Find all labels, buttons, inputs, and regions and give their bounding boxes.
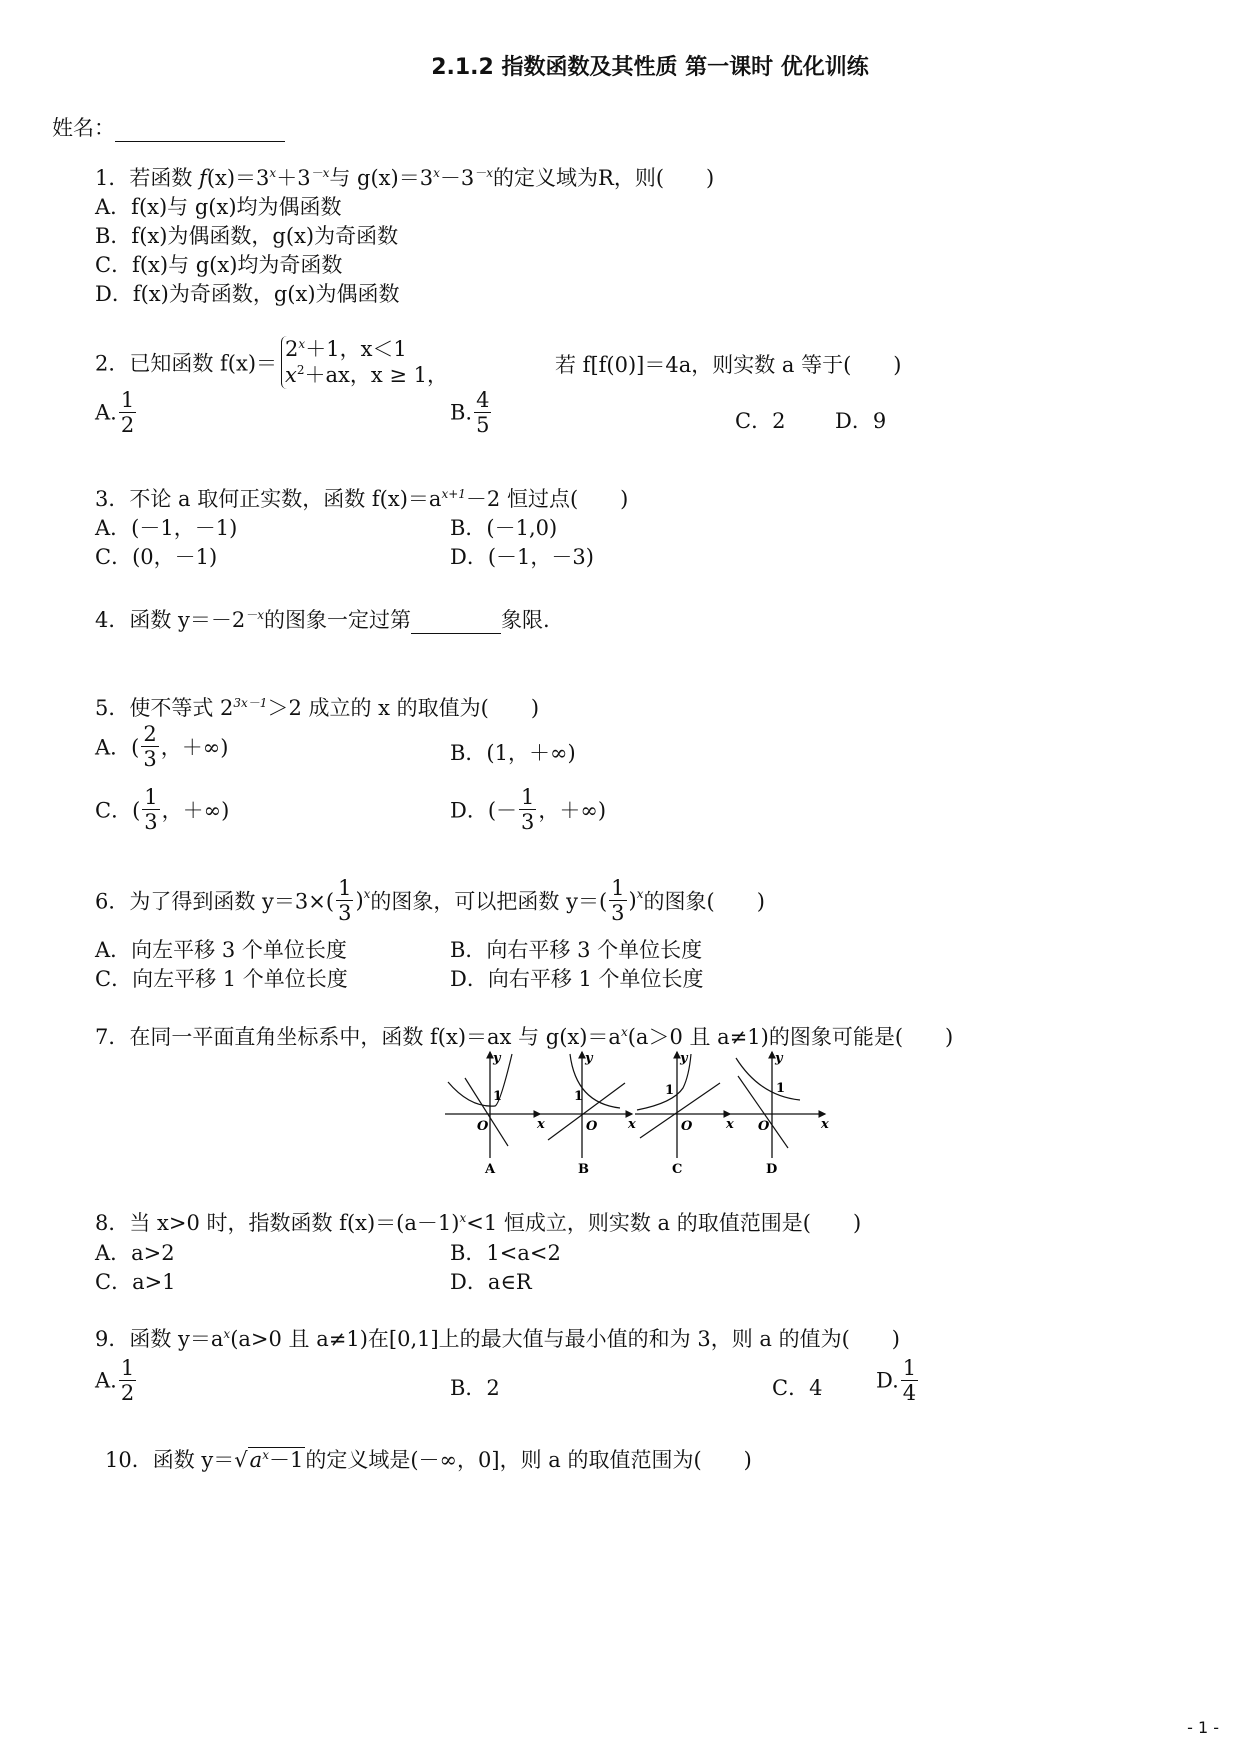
q2-optB-frac [474, 388, 491, 437]
q8-option-d: D．a∈R [450, 1270, 532, 1294]
q3-sup: x+1 [441, 487, 466, 501]
q9-option-b: B．2 [450, 1376, 500, 1400]
q2-case2-base: x [285, 363, 297, 388]
q1-option-a: A．f(x)与 g(x)均为偶函数 [95, 195, 342, 219]
q1-stem [95, 162, 714, 192]
q1-option-b: B．f(x)为偶函数，g(x)为奇函数 [95, 224, 399, 248]
q9-option-a [95, 1356, 138, 1405]
q5-stem [95, 692, 539, 722]
q2-option-a [95, 388, 138, 437]
q7-text-a: 7．在同一平面直角坐标系中，函数 f(x)＝ax 与 g(x)＝a [95, 1025, 621, 1049]
q6-frac2-den: 3 [611, 901, 625, 926]
q5-optA-suffix: ，＋∞) [160, 735, 229, 760]
page-number: - 1 - [1187, 1718, 1219, 1737]
q6-sup-d: x [636, 887, 644, 902]
q5-optD-prefix: D．(－ [450, 798, 518, 823]
q2-optA-frac [119, 388, 136, 437]
q2-stem [95, 336, 448, 389]
q10-radicand [248, 1447, 306, 1472]
q2-optA-den: 2 [120, 413, 135, 438]
q4-text-b: 的图象一定过第 [264, 608, 412, 632]
q6-text-e: 的图象( ) [643, 889, 765, 914]
q9-stem [95, 1323, 900, 1353]
q2-optB-num: 4 [476, 388, 490, 412]
q5-option-a [95, 722, 228, 771]
q2-option-b [450, 388, 493, 437]
q1-sup-d: －x [310, 166, 330, 180]
q5-option-c [95, 785, 229, 834]
q5-optD-num: 1 [521, 785, 535, 809]
q5-optA-num: 2 [143, 722, 157, 746]
graph-d [730, 1051, 829, 1177]
q9-optA-num: 1 [120, 1356, 135, 1380]
q9-optD-frac [901, 1356, 918, 1405]
q6-option-d: D．向右平移 1 个单位长度 [450, 967, 704, 991]
q3-stem [95, 483, 628, 513]
q9-optD-den: 4 [902, 1381, 917, 1406]
q5-optA-den: 3 [143, 747, 157, 772]
graph-a [445, 1051, 545, 1177]
q4-stem [95, 604, 550, 634]
q3-option-d: D．(－1，－3) [450, 545, 594, 569]
q2-case1-rest: ＋1，x＜1 [305, 337, 407, 361]
q2-text-a: 2．已知函数 f(x)＝ [95, 351, 278, 376]
q6-frac2 [609, 876, 626, 925]
q3-text-a: 3．不论 a 取何正实数，函数 f(x)＝a [95, 487, 442, 511]
q7-sup: x [620, 1025, 628, 1039]
q2-option-c: C．2 [735, 409, 786, 433]
q1-text-e: 与 g(x)＝3 [329, 166, 434, 190]
q6-text-b: ) [355, 888, 364, 913]
q5-optA-frac [141, 722, 158, 771]
page-title: 2.1.2 指数函数及其性质 第一课时 优化训练 [431, 55, 869, 80]
q2-option-d: D．9 [835, 409, 887, 433]
q5-text-b: ＞2 成立的 x 的取值为( ) [267, 696, 540, 720]
q6-sup-b: x [363, 887, 371, 902]
q5-optA-prefix: A．( [95, 735, 140, 760]
q9-option-d [876, 1356, 920, 1405]
q2-case2-rest: ＋ax，x ≥ 1， [304, 363, 449, 388]
graph-c-one: 1 [665, 1083, 675, 1098]
q2-optA-num: 1 [120, 388, 135, 412]
q9-text-b: (a>0 且 a≠1)在[0,1]上的最大值与最小值的和为 3，则 a 的值为( ) [230, 1327, 900, 1351]
q5-optD-suffix: ，＋∞) [538, 798, 607, 823]
q3-option-c: C．(0，－1) [95, 545, 218, 569]
q1-option-c: C．f(x)与 g(x)均为奇函数 [95, 253, 343, 277]
q9-optA-frac [119, 1356, 136, 1405]
graph-c [635, 1051, 734, 1177]
q9-optA-prefix: A. [95, 1368, 117, 1393]
q6-option-a: A．向左平移 3 个单位长度 [95, 938, 347, 962]
q8-sup: x [459, 1211, 467, 1225]
graph-b-one: 1 [574, 1089, 584, 1104]
q1-sup-c: x [269, 166, 277, 180]
graph-b-y-label: y [585, 1051, 593, 1066]
graph-d-x-label: x [821, 1117, 829, 1132]
q1-sup-f: －x [474, 166, 494, 180]
q2-optB-prefix: B. [450, 400, 473, 425]
q7-text-b: (a＞0 且 a≠1)的图象可能是( ) [627, 1025, 954, 1049]
q5-optC-frac [142, 785, 159, 834]
q4-text-a: 4．函数 y＝－2 [95, 608, 246, 632]
q5-option-b: B．(1，＋∞) [450, 741, 576, 765]
q10-radicand-sup: x [262, 1448, 269, 1462]
q3-text-b: －2 恒过点( ) [465, 487, 629, 511]
q2-case1-sup: x [298, 337, 306, 351]
name-label: 姓名： [52, 116, 115, 140]
q3-option-b: B．(－1,0) [450, 516, 558, 540]
name-blank [115, 119, 285, 142]
q6-option-b: B．向右平移 3 个单位长度 [450, 938, 703, 962]
graph-b-origin: O [586, 1119, 598, 1134]
graph-d-letter: D [766, 1162, 778, 1177]
graph-a-exp-curve [448, 1054, 512, 1106]
name-field [52, 112, 285, 142]
graph-a-x-label: x [537, 1117, 545, 1132]
q4-answer-blank[interactable] [411, 615, 501, 634]
q6-frac2-num: 1 [611, 876, 625, 900]
q9-optA-den: 2 [120, 1381, 135, 1406]
q9-sup: x [223, 1327, 231, 1341]
q2-case1-base: 2 [285, 337, 299, 361]
q6-frac1-num: 1 [338, 876, 352, 900]
q1-text-b: f [199, 166, 207, 190]
q7-graphs [440, 1048, 860, 1178]
q5-text-a: 5．使不等式 2 [95, 696, 234, 720]
graph-a-letter: A [485, 1162, 496, 1177]
graph-c-x-label: x [726, 1117, 734, 1132]
graph-b-letter: B [578, 1162, 589, 1177]
q5-optC-den: 3 [144, 810, 158, 835]
q8-option-a: A．a>2 [95, 1241, 175, 1265]
q10-stem [105, 1444, 752, 1474]
q9-option-c: C．4 [772, 1376, 823, 1400]
q5-sup: 3x－1 [233, 696, 268, 710]
q2-optB-den: 5 [476, 413, 490, 438]
graph-b [540, 1051, 636, 1177]
q9-optD-prefix: D. [876, 1368, 899, 1393]
q7-stem [95, 1021, 953, 1051]
q10-text-b: 的定义域是(－∞，0]，则 a 的取值范围为( ) [305, 1448, 752, 1472]
q1-option-d: D．f(x)为奇函数，g(x)为偶函数 [95, 282, 400, 306]
graph-b-x-label: x [628, 1117, 636, 1132]
graph-a-one: 1 [493, 1089, 503, 1104]
graph-c-origin: O [681, 1119, 693, 1134]
q6-stem [95, 876, 765, 925]
q2-case2-sup: 2 [296, 363, 305, 378]
q8-text-b: <1 恒成立，则实数 a 的取值范围是( ) [466, 1211, 862, 1235]
graph-d-one: 1 [776, 1081, 786, 1096]
q5-option-d [450, 785, 606, 834]
q2-case1 [285, 336, 448, 362]
q2-stem-b: 若 f[f(0)]＝4a，则实数 a 等于( ) [555, 353, 902, 377]
q9-optD-num: 1 [902, 1356, 917, 1380]
graph-a-y-label: y [493, 1051, 501, 1066]
q5-optC-suffix: ，＋∞) [161, 798, 230, 823]
q5-optC-prefix: C．( [95, 798, 141, 823]
q8-option-c: C．a>1 [95, 1270, 176, 1294]
q3-option-a: A．(－1，－1) [95, 516, 238, 540]
q8-option-b: B．1<a<2 [450, 1241, 561, 1265]
q5-optD-frac [519, 785, 536, 834]
graph-d-exp-curve [736, 1058, 800, 1100]
q9-text-a: 9．函数 y＝a [95, 1327, 224, 1351]
q4-text-c: 象限. [501, 608, 550, 632]
graph-d-y-label: y [775, 1051, 783, 1066]
q6-option-c: C．向左平移 1 个单位长度 [95, 967, 348, 991]
q1-text-g: 的定义域为R，则( ) [493, 166, 715, 190]
q10-text-a: 10．函数 y＝ [105, 1448, 235, 1472]
q6-frac1 [336, 876, 353, 925]
q1-text-c: (x)＝3 [206, 166, 270, 190]
graph-c-y-label: y [680, 1051, 688, 1066]
q10-radicand-a: a [249, 1448, 263, 1472]
q8-text-a: 8．当 x>0 时，指数函数 f(x)＝(a－1) [95, 1211, 460, 1235]
q1-text-d: ＋3 [276, 166, 311, 190]
graph-d-origin: O [758, 1119, 770, 1134]
graph-a-origin: O [477, 1119, 489, 1134]
q4-sup: －x [245, 608, 265, 622]
q2-case2 [285, 362, 448, 388]
sqrt-icon: √ [234, 1448, 248, 1472]
q2-piecewise [281, 336, 448, 389]
q1-sup-e: x [433, 166, 440, 180]
q5-optC-num: 1 [144, 785, 158, 809]
graph-c-letter: C [672, 1162, 683, 1177]
q6-text-d: ) [628, 888, 637, 913]
q2-optA-prefix: A. [95, 400, 117, 425]
q1-text-f: －3 [439, 166, 475, 190]
q6-text-c: 的图象，可以把函数 y＝( [370, 889, 608, 914]
q8-stem [95, 1207, 861, 1237]
q6-text-a: 6．为了得到函数 y＝3×( [95, 889, 335, 914]
q10-radicand-b: －1 [268, 1448, 304, 1472]
q6-frac1-den: 3 [338, 901, 352, 926]
q1-text-a: 1．若函数 [95, 166, 200, 190]
q5-optD-den: 3 [521, 810, 535, 835]
